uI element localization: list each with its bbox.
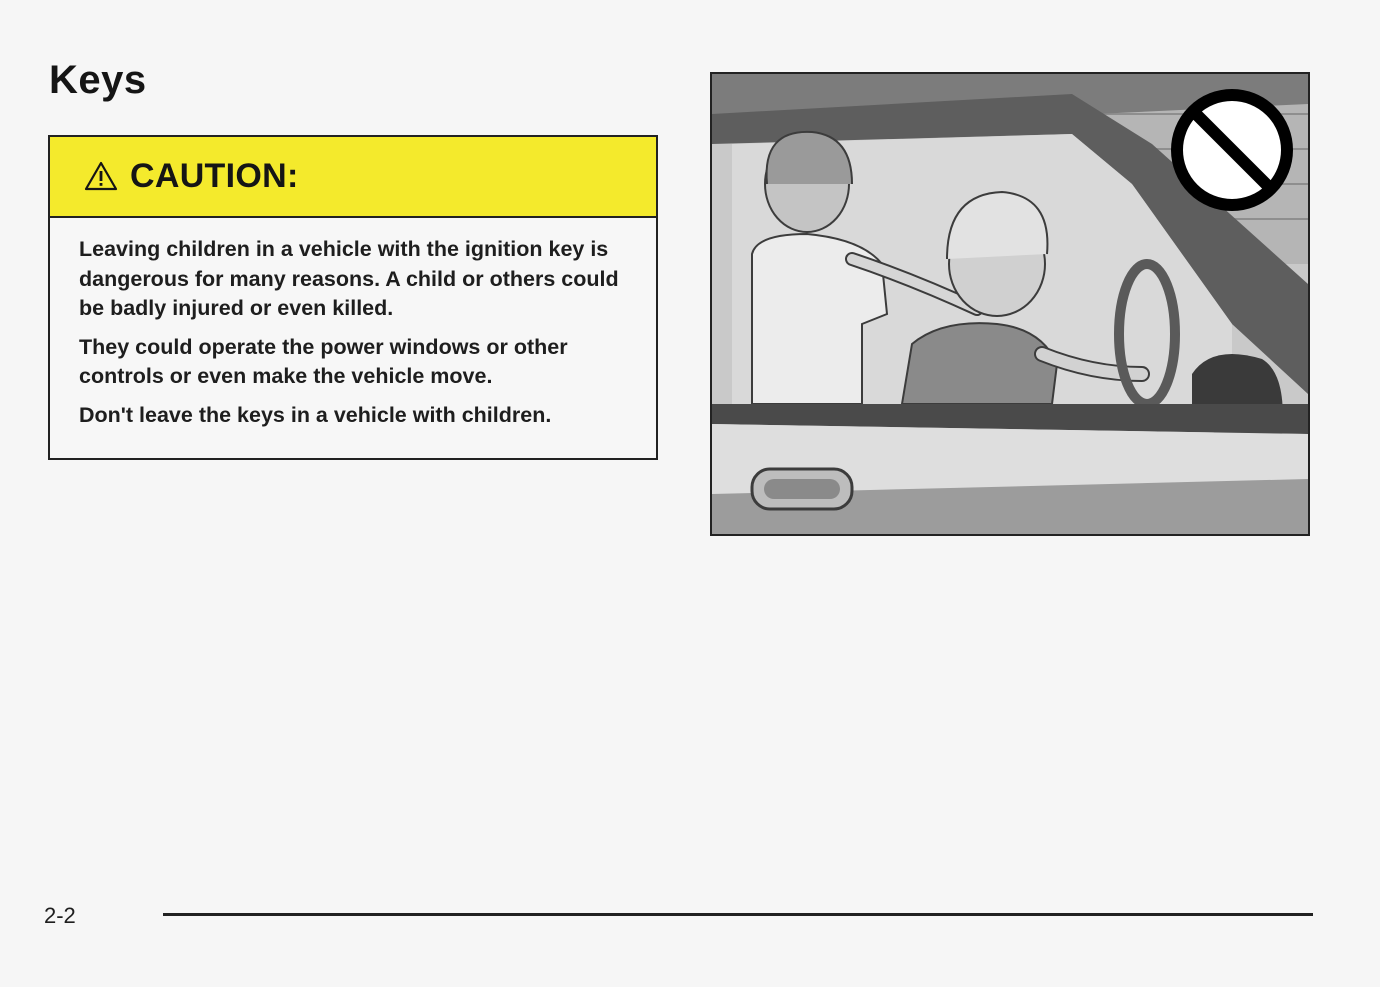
caution-paragraph: Leaving children in a vehicle with the ignition key is dangerous for many reasons. A child or others could be badly injured or even killed. [79, 237, 619, 320]
no-symbol-icon [1172, 90, 1292, 210]
caution-body [50, 218, 656, 430]
caution-paragraph: They could operate the power windows or other controls or even make the vehicle move. [79, 334, 568, 388]
illustration-drawing [712, 74, 1308, 534]
caution-box [48, 135, 658, 460]
caution-header [50, 137, 656, 218]
section-title: Keys [49, 58, 147, 102]
children-in-car-illustration [710, 72, 1310, 536]
caution-label: CAUTION: [130, 157, 299, 195]
warning-triangle-icon [84, 161, 118, 191]
footer-rule [163, 913, 1313, 916]
page-number: 2-2 [44, 903, 76, 928]
caution-paragraph: Don't leave the keys in a vehicle with children. [79, 402, 552, 427]
